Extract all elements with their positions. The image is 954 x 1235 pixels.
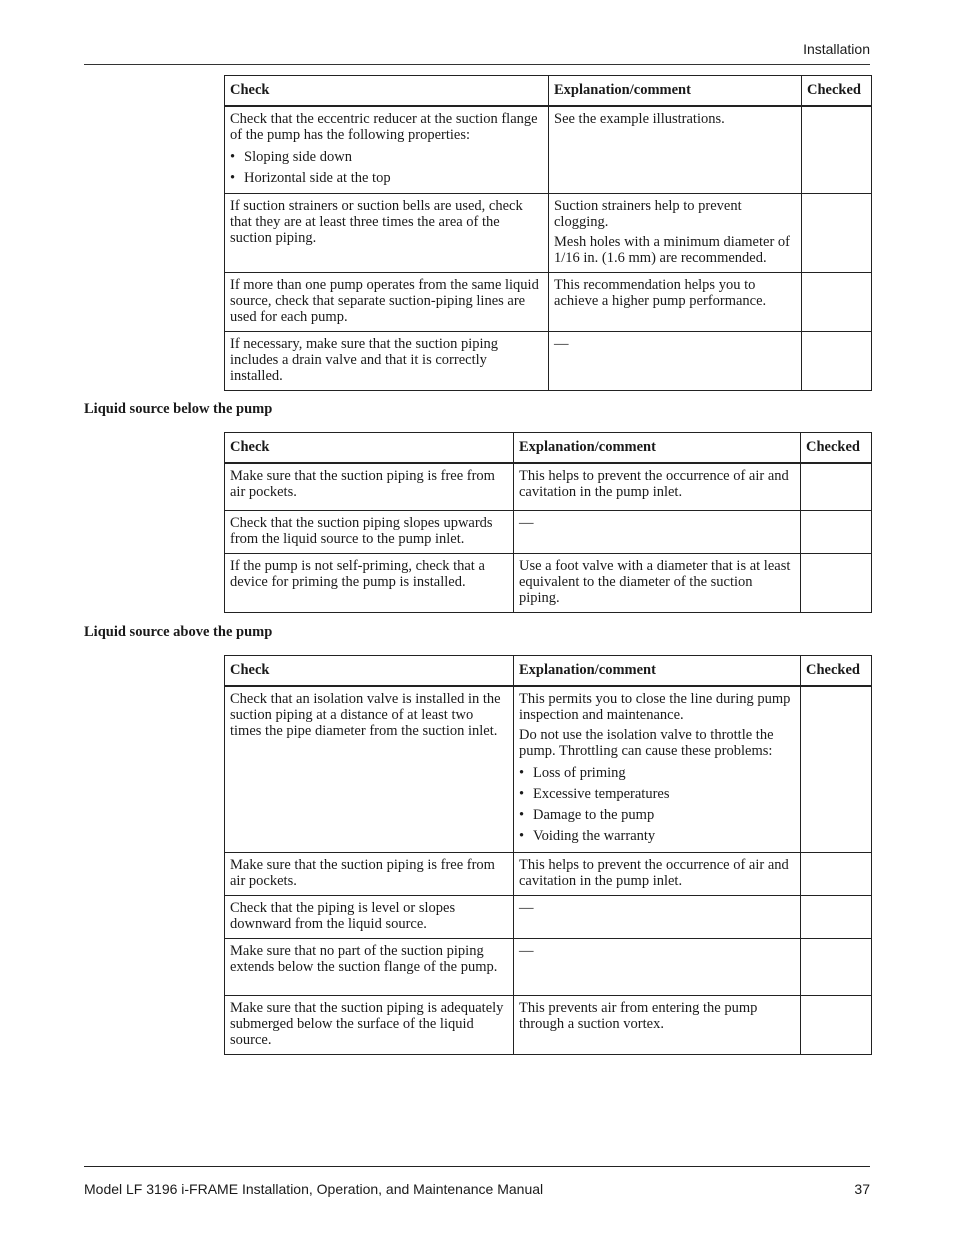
explanation-cell [514,686,801,852]
check-text: Make sure that no part of the suction piping extends below the suction flange of the pump. [230,942,498,975]
checked-cell[interactable] [801,553,872,612]
check-text: If suction strainers or suction bells are used, check that they are at least three times the area of the suction piping. [230,197,523,246]
liquid-above-checklist-table [224,655,872,1055]
column-header-checked: Checked [801,656,872,687]
section-heading: Liquid source below the pump [84,401,273,417]
list-item: • Loss of priming [519,765,795,781]
footer-rule [84,1166,870,1167]
check-text: Check that the suction piping slopes upwards from the liquid source to the pump inlet. [230,514,493,547]
check-cell [225,106,549,193]
list-item: • Excessive temperatures [519,786,795,802]
table-row [225,510,872,553]
checked-cell[interactable] [801,895,872,938]
page-number: 37 [854,1181,870,1197]
check-text: Check that the piping is level or slopes downward from the liquid source. [230,899,456,932]
explanation-text: This helps to prevent the occurrence of air and cavitation in the pump inlet. [519,468,789,500]
column-header-check: Check [225,656,514,687]
check-text: Check that the eccentric reducer at the suction flange of the pump has the following properties: [230,111,538,143]
explanation-cell [514,463,801,510]
explanation-text: Use a foot valve with a diameter that is at least equivalent to the diameter of the suction piping. [519,557,791,606]
check-text: Make sure that the suction piping is adequately submerged below the surface of the liquid source. [230,999,504,1048]
explanation-cell [514,895,801,938]
checked-cell[interactable] [801,852,872,895]
explanation-text: This helps to prevent the occurrence of air and cavitation in the pump inlet. [519,856,789,889]
checked-cell[interactable] [802,106,872,193]
explanation-text: Suction strainers help to prevent clogging. [554,197,742,230]
list-item: • Horizontal side at the top [230,170,543,186]
table-header-row [225,76,872,107]
liquid-below-checklist-table [224,432,872,613]
explanation-cell [514,510,801,553]
explanation-cell [514,938,801,995]
list-item: • Damage to the pump [519,807,795,823]
table-row [225,272,872,331]
column-header-explanation: Explanation/comment [514,656,801,687]
check-cell [225,686,514,852]
footer-manual-title: Model LF 3196 i-FRAME Installation, Operation, and Maintenance Manual [84,1181,544,1197]
check-cell [225,938,514,995]
table-row [225,106,872,193]
checked-cell[interactable] [801,463,872,510]
explanation-cell [514,852,801,895]
table-header-row [225,433,872,464]
explanation-cell [514,553,801,612]
explanation-cell [549,331,802,390]
check-cell [225,193,549,272]
check-cell [225,995,514,1054]
checked-cell[interactable] [801,938,872,995]
explanation-cell [549,193,802,272]
list-item: • Sloping side down [230,149,543,165]
table-row [225,995,872,1054]
running-header: Installation [803,41,870,57]
explanation-cell [549,272,802,331]
check-cell [225,272,549,331]
explanation-text: This recommendation helps you to achieve a higher pump performance. [554,276,767,309]
checked-cell[interactable] [802,331,872,390]
table-row [225,686,872,852]
table-row [225,331,872,390]
section-heading: Liquid source above the pump [84,624,273,640]
explanation-text: — [519,899,534,916]
explanation-cell [549,106,802,193]
column-header-checked: Checked [801,433,872,464]
explanation-text: Do not use the isolation valve to throttle the pump. Throttling can cause these problems: [519,727,774,759]
explanation-text: See the example illustrations. [554,111,725,127]
explanation-text: — [519,942,534,959]
explanation-text: This prevents air from entering the pump through a suction vortex. [519,999,758,1032]
check-text: If more than one pump operates from the same liquid source, check that separate suction-piping lines are used for each pump. [230,276,539,325]
check-cell [225,331,549,390]
explanation-cell [514,995,801,1054]
checked-cell[interactable] [802,272,872,331]
table-row [225,938,872,995]
check-text: Check that an isolation valve is installed in the suction piping at a distance of at least two times the pipe diameter from the suction inlet. [230,691,501,739]
column-header-checked: Checked [802,76,872,107]
explanation-text: — [554,335,569,352]
check-text: If necessary, make sure that the suction piping includes a drain valve and that it is correctly installed. [230,335,499,384]
bullet-list [519,765,795,844]
column-header-explanation: Explanation/comment [549,76,802,107]
list-item: • Voiding the warranty [519,828,795,844]
table-row [225,193,872,272]
suction-piping-checklist-table [224,75,872,391]
table-row [225,852,872,895]
checked-cell[interactable] [801,510,872,553]
checked-cell[interactable] [801,686,872,852]
table-row [225,553,872,612]
table-row [225,895,872,938]
check-cell [225,553,514,612]
explanation-text: — [519,514,534,531]
checked-cell[interactable] [802,193,872,272]
check-cell [225,895,514,938]
bullet-list [230,149,543,186]
check-cell [225,510,514,553]
header-rule [84,64,870,65]
column-header-check: Check [225,433,514,464]
check-text: Make sure that the suction piping is free from air pockets. [230,856,495,889]
column-header-check: Check [225,76,549,107]
check-cell [225,463,514,510]
table-header-row [225,656,872,687]
checked-cell[interactable] [801,995,872,1054]
column-header-explanation: Explanation/comment [514,433,801,464]
check-text: If the pump is not self-priming, check that a device for priming the pump is installed. [230,557,485,590]
table-row [225,463,872,510]
explanation-text: Mesh holes with a minimum diameter of 1/16 in. (1.6 mm) are recommended. [554,233,790,266]
check-cell [225,852,514,895]
check-text: Make sure that the suction piping is free from air pockets. [230,468,495,500]
explanation-text: This permits you to close the line during pump inspection and maintenance. [519,691,791,723]
